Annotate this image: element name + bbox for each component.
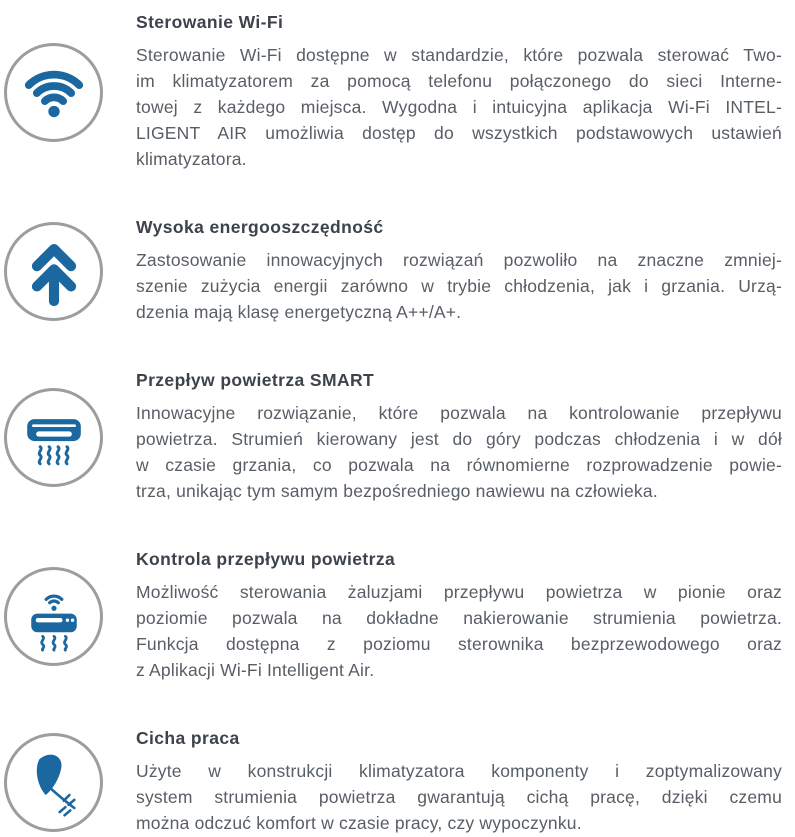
text-line: Sterowanie Wi-Fi dostępne w standardzie, które pozwala sterować Two- <box>136 45 782 65</box>
text-line: trza, unikając tym samym bezpośredniego nawiewu na człowieka. <box>136 481 658 501</box>
feature-title: Sterowanie Wi-Fi <box>136 12 284 32</box>
text-line: można odczuć komfort w czasie pracy, czy wypoczynku. <box>136 813 582 833</box>
feature-title: Wysoka energooszczędność <box>136 217 384 237</box>
text-line: w czasie grzania, co pozwala na równomierne rozprowadzenie powie- <box>136 455 782 475</box>
feature-airflow-control <box>4 549 782 683</box>
feather-icon <box>4 733 103 832</box>
feature-title: Kontrola przepływu powietrza <box>136 549 396 569</box>
feature-content <box>136 370 782 504</box>
feature-energy-efficiency <box>4 217 782 325</box>
feature-title: Przepływ powietrza SMART <box>136 370 375 390</box>
text-line: poziomie pozwala na dokładne nakierowanie strumienia powietrza. <box>136 608 782 628</box>
text-line: Użyte w konstrukcji klimatyzatora komponenty i zoptymalizowany <box>136 761 782 781</box>
text-line: Innowacyjne rozwiązanie, które pozwala na kontrolowanie przepływu <box>136 403 782 423</box>
air-conditioner-airflow-icon <box>4 388 103 487</box>
feature-title: Cicha praca <box>136 728 240 748</box>
feature-content <box>136 217 782 325</box>
wifi-icon <box>4 43 103 142</box>
feature-smart-airflow <box>4 370 782 504</box>
text-line: system strumienia powietrza gwarantują cichą pracę, dzięki czemu <box>136 787 782 807</box>
feature-content <box>136 549 782 683</box>
text-line: szenie zużycia energii zarówno w trybie chłodzenia, jak i grzania. Urzą- <box>136 276 782 296</box>
text-line: z Aplikacji Wi-Fi Intelligent Air. <box>136 660 375 680</box>
arrow-up-efficiency-icon <box>4 222 103 321</box>
text-line: dzenia mają klasę energetyczną A++/A+. <box>136 302 462 322</box>
text-line: Funkcja dostępna z poziomu sterownika bezprzewodowego oraz <box>136 634 782 654</box>
text-line: klimatyzatora. <box>136 149 247 169</box>
feature-wifi-control <box>4 12 782 172</box>
text-line: Możliwość sterowania żaluzjami przepływu powietrza w pionie oraz <box>136 582 782 602</box>
air-conditioner-wifi-control-icon <box>4 567 103 666</box>
text-line: Zastosowanie innowacyjnych rozwiązań pozwoliło na znaczne zmniej- <box>136 250 782 270</box>
text-line: towej z każdego miejsca. Wygodna i intuicyjna aplikacja Wi-Fi INTEL- <box>136 97 782 117</box>
text-line: im klimatyzatorem za pomocą telefonu połączonego do sieci Interne- <box>136 71 782 91</box>
text-line: LIGENT AIR umożliwia dostęp do wszystkich podstawowych ustawień <box>136 123 782 143</box>
text-line: powietrza. Strumień kierowany jest do góry podczas chłodzenia i w dół <box>136 429 782 449</box>
feature-quiet-operation <box>4 728 782 836</box>
feature-content <box>136 728 782 836</box>
feature-content <box>136 12 782 172</box>
